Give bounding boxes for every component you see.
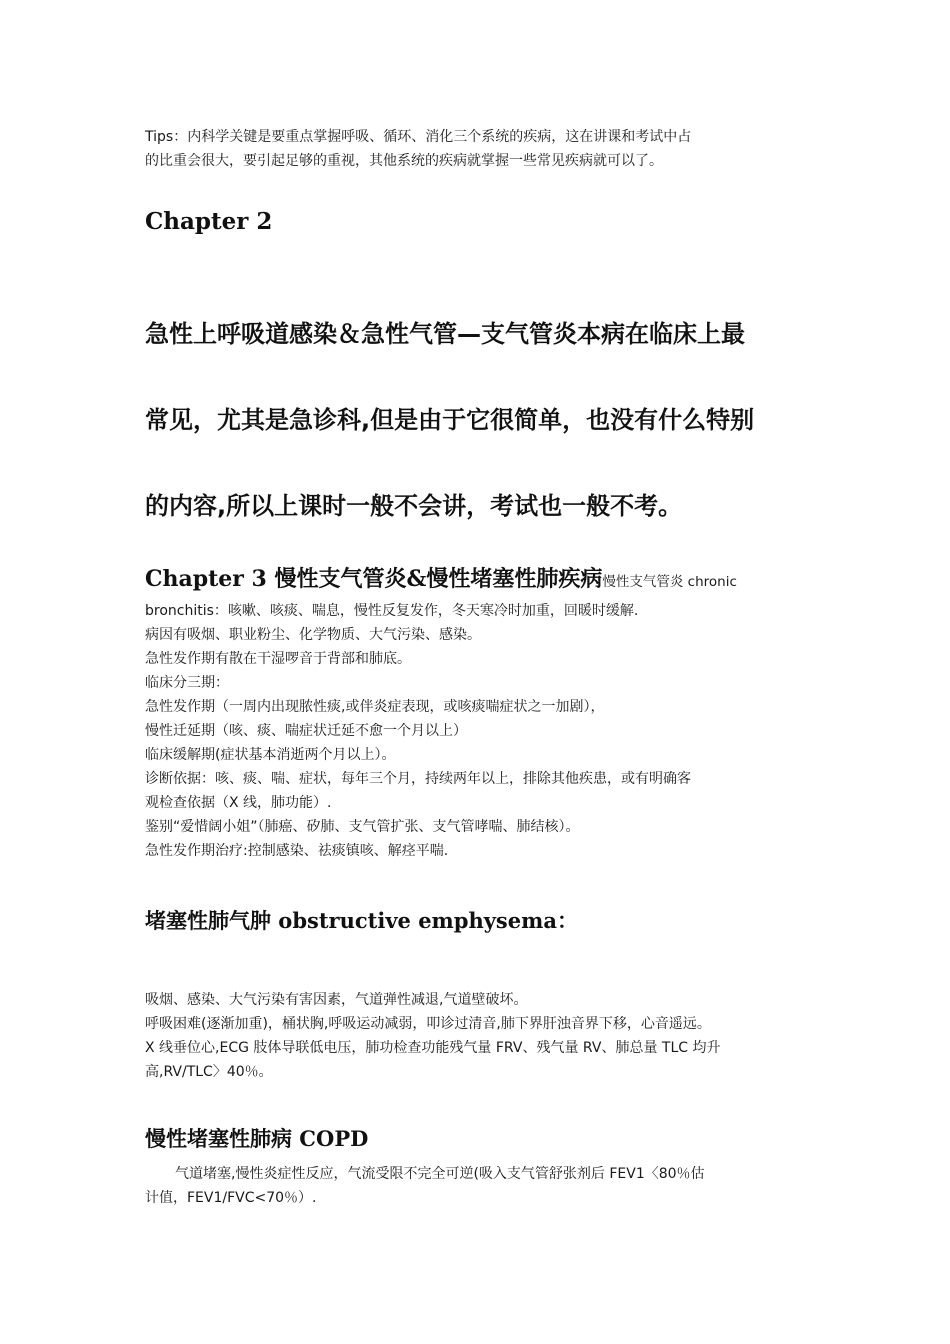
copd-line: 气道堵塞,慢性炎症性反应，气流受限不完全可逆(吸入支气管舒张剂后 FEV1〈80％估: [175, 1166, 705, 1182]
copd-line: 计值，FEV1/FVC<70％）.: [145, 1190, 317, 1206]
tips-line: 的比重会很大，要引起足够的重视，其他系统的疾病就掌握一些常见疾病就可以了。: [145, 153, 663, 169]
emphysema-line: 吸烟、感染、大气污染有害因素，气道弹性减退,气道壁破坏。: [145, 992, 528, 1008]
chapter-3-heading-tail: 慢性支气管炎 chronic: [602, 574, 737, 590]
chapter-2-paragraph-line: 的内容,所以上课时一般不会讲，考试也一般不考。: [145, 492, 683, 520]
tips-paragraph: [145, 125, 825, 173]
chapter-3-heading-line: [145, 562, 845, 593]
emphysema-line: X 线垂位心,ECG 肢体导联低电压，肺功检查功能残气量 FRV、残气量 RV、肺总量 TLC 均升: [145, 1040, 721, 1056]
chapter-3-line: 病因有吸烟、职业粉尘、化学物质、大气污染、感染。: [145, 627, 481, 643]
chapter-3-line: 急性发作期有散在干湿啰音于背部和肺底。: [145, 651, 411, 667]
chapter-3-line: 临床缓解期(症状基本消逝两个月以上）。: [145, 747, 396, 763]
chapter-3-line: 急性发作期（一周内出现脓性痰,或伴炎症表现，或咳痰喘症状之一加剧），: [145, 699, 605, 715]
emphysema-line: 呼吸困难(逐渐加重)，桶状胸,呼吸运动减弱，叩诊过清音,肺下界肝浊音界下移，心音遥远。: [145, 1016, 711, 1032]
chapter-3-line: 临床分三期：: [145, 675, 229, 691]
chapter-3-line: 鉴别“爱惜阔小姐”（肺癌、矽肺、支气管扩张、支气管哮喘、肺结核）。: [145, 819, 580, 835]
chapter-3-line: 慢性迁延期（咳、痰、喘症状迁延不愈一个月以上）: [145, 723, 467, 739]
chapter-3-line: 急性发作期治疗:控制感染、祛痰镇咳、解痉平喘.: [145, 843, 449, 859]
chapter-3-body: [145, 599, 825, 863]
chapter-2-heading: Chapter 2: [145, 208, 273, 235]
chapter-3-line: 观检查依据（X 线，肺功能）.: [145, 795, 332, 811]
chapter-3-heading: Chapter 3 慢性支气管炎&慢性堵塞性肺疾病: [145, 566, 603, 592]
chapter-2-paragraph-line: 急性上呼吸道感染＆急性气管—支气管炎本病在临床上最: [145, 320, 745, 348]
chapter-2-paragraph-line: 常见，尤其是急诊科,但是由于它很简单，也没有什么特别: [145, 406, 755, 434]
chapter-2-paragraph: [145, 291, 845, 549]
copd-heading: 慢性堵塞性肺病 COPD: [145, 1126, 369, 1151]
chapter-3-line: 诊断依据：咳、痰、喘、症状，每年三个月，持续两年以上，排除其他疾患，或有明确客: [145, 771, 691, 787]
emphysema-heading: 堵塞性肺气肿 obstructive emphysema：: [145, 908, 578, 933]
emphysema-body: [145, 988, 835, 1084]
tips-line: Tips：内科学关键是要重点掌握呼吸、循环、消化三个系统的疾病，这在讲课和考试中占: [145, 129, 692, 145]
copd-body: [145, 1162, 825, 1210]
chapter-3-line: bronchitis：咳嗽、咳痰、喘息，慢性反复发作，冬天寒冷时加重，回暖时缓解.: [145, 603, 639, 619]
emphysema-line: 高,RV/TLC〉40％。: [145, 1064, 273, 1080]
